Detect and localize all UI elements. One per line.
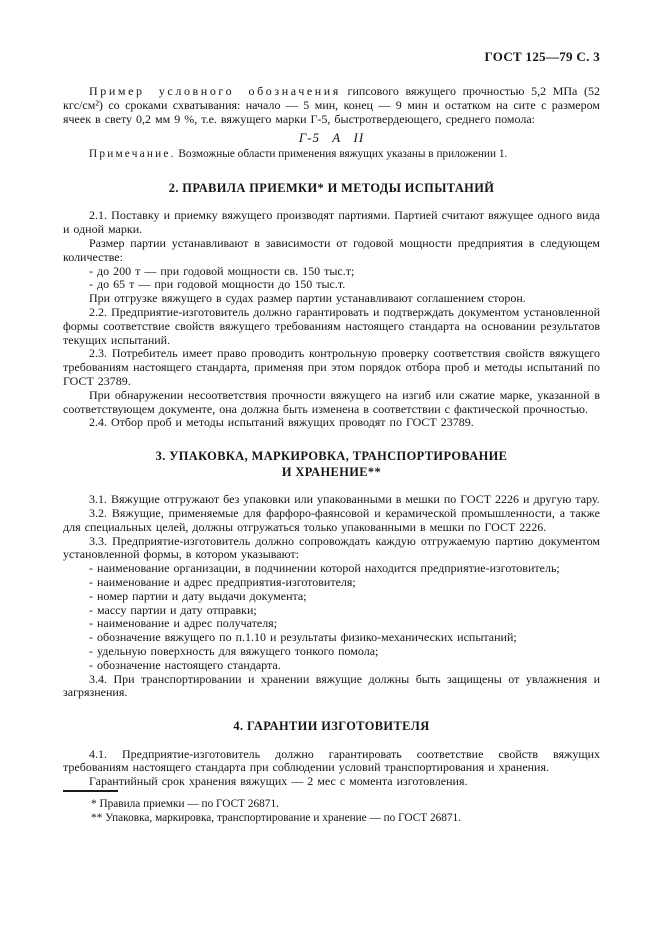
designation-formula: Г-5 А II — [298, 130, 365, 146]
example-body: гипсового вяжущего прочностью 5,2 МПа (52 кгс/см²) со сроками схватывания: начало — 5 мин, конец — 9 мин и остатком на сите с размером ячеек в свету 0,2 мм 9 %, т.е. вяжущего марки Г-5, быстротвердеющего, среднего помола: — [63, 84, 600, 126]
list-item-manufacturer: - наименование и адрес предприятия-изготовителя; — [89, 574, 356, 589]
section-2-heading: 2. ПРАВИЛА ПРИЕМКИ* И МЕТОДЫ ИСПЫТАНИЙ — [168, 180, 495, 195]
footnote-acceptance-rules: * Правила приемки — по ГОСТ 26871. — [91, 798, 279, 810]
paragraph-3-2: 3.2. Вяжущие, применяемые для фарфоро-фаянсовой и керамической промышленности, а также для специальных целей, должны отгружаться только упакованными в мешки по ГОСТ 2226. — [63, 505, 600, 534]
footnote-divider — [63, 790, 118, 792]
page-header: ГОСТ 125—79 С. 3 — [484, 49, 600, 64]
paragraph-2-1: 2.1. Поставку и приемку вяжущего производят партиями. Партией считают вяжущее одного вида и одной марки. — [63, 208, 600, 237]
list-item-recipient: - наименование и адрес получателя; — [89, 616, 278, 631]
example-paragraph — [63, 85, 600, 126]
section-4-heading: 4. ГАРАНТИИ ИЗГОТОВИТЕЛЯ — [233, 719, 430, 734]
note-paragraph — [63, 148, 600, 162]
list-item-standard-designation: - обозначение настоящего стандарта. — [89, 657, 281, 672]
paragraph-2-4: 2.4. Отбор проб и методы испытаний вяжущих проводят по ГОСТ 23789. — [89, 415, 474, 430]
paragraph-batch-size: Размер партии устанавливают в зависимости от годовой мощности предприятия в следующем количестве: — [63, 235, 600, 264]
list-item-batch-mass: - массу партии и дату отправки; — [89, 602, 257, 617]
list-item-65t: - до 65 т — при годовой мощности до 150 тыс.т. — [89, 277, 346, 292]
paragraph-3-1: 3.1. Вяжущие отгружают без упаковки или упакованными в мешки по ГОСТ 2226 и другую тару. — [89, 492, 600, 507]
section-3-heading-line2: И ХРАНЕНИЕ** — [281, 464, 382, 479]
paragraph-3-3: 3.3. Предприятие-изготовитель должно сопровождать каждую отгружаемую партию документом установленной формы, в котором указывают: — [63, 533, 600, 562]
section-3-heading — [63, 449, 600, 480]
paragraph-3-4: 3.4. При транспортировании и хранении вяжущие должны быть защищены от увлажнения и загрязнения. — [63, 671, 600, 700]
list-item-specific-surface: - удельную поверхность для вяжущего тонкого помола; — [89, 643, 379, 658]
footnotes — [63, 790, 600, 825]
paragraph-4-1: 4.1. Предприятие-изготовитель должно гарантировать соответствие свойств вяжущих требованиям настоящего стандарта при соблюдении условий транспортирования и хранения. — [63, 746, 600, 775]
paragraph-warranty-period: Гарантийный срок хранения вяжущих — 2 мес с момента изготовления. — [89, 774, 468, 789]
paragraph-2-2: 2.2. Предприятие-изготовитель должно гарантировать и подтверждать документом установленной формы соответствие свойств вяжущего требованиям настоящего стандарта на основании результатов текущих испытаний. — [63, 304, 600, 347]
section-3-heading-line1: 3. УПАКОВКА, МАРКИРОВКА, ТРАНСПОРТИРОВАНИЕ — [155, 449, 508, 464]
note-body: Возможные области применения вяжущих указаны в приложении 1. — [175, 148, 508, 161]
paragraph-strength-mismatch: При обнаружении несоответствия прочности вяжущего на изгиб или сжатие марке, указанной в соответствующем документе, она должна быть изменена в соответствии с фактической прочностью. — [63, 387, 600, 416]
list-item-batch-number: - номер партии и дату выдачи документа; — [89, 588, 307, 603]
list-item-organization: - наименование организации, в подчинении которой находится предприятие-изготовитель; — [89, 561, 560, 576]
example-lead: Пример условного обозначения — [89, 84, 341, 98]
paragraph-shipping-vessels: При отгрузке вяжущего в судах размер партии устанавливают соглашением сторон. — [89, 291, 526, 306]
note-label: Примечание. — [89, 148, 176, 161]
list-item-designation-tests: - обозначение вяжущего по п.1.10 и результаты физико-механических испытаний; — [89, 630, 517, 645]
paragraph-2-3: 2.3. Потребитель имеет право проводить контрольную проверку соответствия свойств вяжущего требованиям настоящего стандарта, применяя при этом порядок отбора проб и методы испытаний по ГОСТ 23789. — [63, 346, 600, 388]
footnote-packaging: ** Упаковка, маркировка, транспортирование и хранение — по ГОСТ 26871. — [91, 812, 462, 824]
list-item-200t: - до 200 т — при годовой мощности св. 150 тыс.т; — [89, 263, 355, 278]
